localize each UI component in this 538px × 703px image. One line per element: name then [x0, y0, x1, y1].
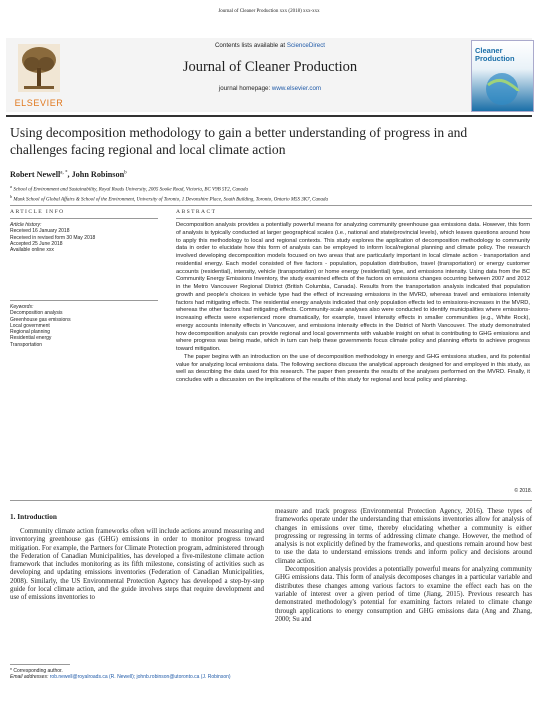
abstract-paragraph-1: Decomposition analysis provides a potentially powerful means for analyzing community greenhouse gas emissions data. However, this form of analysis is typically conducted at larger geographical scales (i.e., national and state/provincial levels), which leaves questions around how to apply this methodology to local and regional contexts. This study explores the application of decomposition methodology to community data in order to elucidate how this form of analysis can be employed to inform local/regional planning and climate policy. The research involved developing decomposition models focused on two areas that are particularly important in local climate action - transportation and residential energy. Each model consisted of five factors - population, population distribution, travel (transportation) or energy customer accounts (residential), intensity, vehicle (transportation) or home energy (residential) type, and emissions intensity. Using data from the BC Community Energy Emissions Inventory, the study examined effects of the factors on emissions changes occurring between 2007 and 2012 in the Metro Vancouver Regional District (British Columbia, Canada). Results from the transportation analysis indicated that population growth and people's choices in vehicle type had the effect of increasing emissions in the MVRD, whereas travel and emissions intensity factors had mitigating effects. The residential energy analysis indicated that only population effects led to emissions-increases in the MVRD, whereas the other factors had mitigating effects. Community-scale analyses also were conducted to identify municipalities where emissions-increasing effects were experienced more dramatically, for example, travel intensity effects in smaller communities (e.g., White Rock), energy accounts intensity effects in Vancouver, and emissions intensity effects in the District of North Vancouver. The study demonstrated how decomposition analysis can provide regional and local governments with valuable insight on what is contributing to GHG emissions and where progress was being made, which in turn can help these governments focus climate policy and planning efforts to achieve progress toward mitigation.	[176, 222, 530, 352]
intro-paragraph: Decomposition analysis provides a potentially powerful means for analyzing community GHG emissions data. This form of analysis decomposes changes in a particular variable and distributes these changes among various factors to examine the effect each has on the variable of interest over a given period of time (Jiang, 2015). Previous research has demonstrated methodology's potential for examining factors related to climate change through applications to energy consumption and GHG emissions data (Ang and Zhang, 2000; Su and	[275, 566, 532, 623]
masthead-rule	[6, 115, 532, 117]
keywords-block	[10, 304, 158, 348]
cover-globe-icon	[478, 71, 526, 107]
received-date: Received 16 January 2018	[10, 228, 70, 235]
article-title	[10, 125, 532, 158]
intro-column-2	[275, 508, 532, 624]
article-info-heading: ARTICLE INFO	[10, 209, 65, 215]
affiliations	[10, 184, 532, 204]
keyword: Local government	[10, 322, 50, 329]
contents-list-text: Contents lists available at ScienceDirect	[214, 42, 326, 49]
title-line-1: Using decomposition methodology to gain a better understanding of progress in and	[10, 125, 468, 140]
journal-title: Journal of Cleaner Production	[182, 59, 358, 75]
authors	[10, 170, 127, 179]
footnote	[10, 668, 264, 681]
keywords-rule	[10, 300, 158, 301]
affiliation-b: $^b$ Munk School of Global Affairs & School of the Environment, University of Toronto, 1 Devonshire Place, South Building, Toronto, Ontario M5S 3K7, Canada	[10, 193, 328, 203]
divider	[10, 205, 532, 206]
available-online: Available online xxx	[10, 247, 54, 254]
journal-cover[interactable]	[471, 40, 534, 112]
journal-homepage: journal homepage: www.elsevier.com	[218, 85, 322, 92]
email-links[interactable]: rob.newell@royalroads.ca (R. Newell); johnb.robinson@utoronto.ca (J. Robinson)	[49, 674, 231, 681]
intro-paragraph: Community climate action frameworks often will include actions around measuring and inventorying greenhouse gas (GHG) emissions in order to monitor progress toward mitigation. For example, the Partners for Climate Protection program, administered through the Federation of Canadian Municipalities, has developed a five-milestone climate action framework that includes monitoring as its fifth milestone, consisting of activities such as developing and updating emissions inventories (Federation of Canadian Municipalities, 2008). Similarly, the US Environmental Protection Agency has developed a step-by-step guide for local climate action, and the guide involves steps that require development and use of emissions inventories to	[10, 528, 264, 602]
copyright: © 2018.	[514, 488, 532, 494]
abstract-body	[176, 222, 530, 385]
keyword: Decomposition analysis	[10, 310, 63, 317]
author-separator: ,	[67, 170, 72, 179]
running-header: Journal of Cleaner Production xxx (2018) xxx-xxx	[218, 9, 320, 14]
section-rule	[10, 500, 532, 501]
elsevier-tree-icon	[8, 40, 70, 98]
abstract-rule	[176, 218, 532, 219]
history-label: Article history:	[10, 222, 42, 228]
info-rule	[10, 218, 158, 219]
intro-column-1	[10, 528, 264, 603]
keyword: Transportation	[10, 341, 43, 348]
article-history	[10, 222, 158, 253]
sciencedirect-link[interactable]: ScienceDirect	[286, 42, 326, 49]
keyword: Regional planning	[10, 329, 51, 336]
revised-date: Received in revised form 30 May 2018	[10, 234, 96, 241]
corresponding-author-note: * Corresponding author.	[10, 668, 63, 674]
abstract-paragraph-2: The paper begins with an introduction on the use of decomposition methodology in energy and GHG emissions studies, and its potential value for analyzing local emissions data. The following sections discuss the analytical approach designed for and employed in this study, as well as describing the data used for this research. The paper then presents the results of the analyses performed on the MVRD. Finally, it concludes with a discussion on the implications of the results of this study for regional and local policy and planning.	[176, 353, 530, 383]
author-2-marks: b	[124, 170, 127, 176]
author-1-marks: a, *	[60, 170, 68, 176]
homepage-link[interactable]: www.elsevier.com	[271, 85, 322, 92]
introduction-heading: 1. Introduction	[10, 512, 57, 521]
affiliation-a: $^a$ School of Environment and Sustainability, Royal Roads University, 2005 Sooke Road, Victoria, BC V9B 5Y2, Canada	[10, 184, 249, 193]
intro-paragraph: measure and track progress (Environmental Protection Agency, 2016). These types of frameworks operate under the understanding that emissions inventories allow for analysis of changes in emissions over time, thereby elucidating whether a community is either progressing or regressing in terms of addressing climate change. However, the method of analysis is not explicitly defined by the frameworks, and questions remain around how best to use the data to understand emissions trends and inform policy and decisions around climate action.	[275, 508, 532, 565]
accepted-date: Accepted 25 June 2018	[10, 240, 63, 247]
footnote-rule	[10, 664, 70, 665]
cover-title: Cleaner Production	[475, 46, 515, 63]
keyword: Residential energy	[10, 335, 52, 342]
abstract-heading: ABSTRACT	[176, 209, 217, 215]
author-2[interactable]: John Robinson	[71, 170, 125, 179]
keywords-label: Keywords:	[10, 304, 34, 310]
title-line-2: challenges facing regional and local climate action	[10, 141, 286, 157]
keyword: Greenhouse gas emissions	[10, 316, 71, 323]
elsevier-logo	[8, 40, 70, 110]
email-addresses: Email addresses: rob.newell@royalroads.ca (R. Newell); johnb.robinson@utoronto.ca (J. Robinson)	[10, 674, 231, 681]
publisher-name: ELSEVIER	[14, 98, 64, 108]
author-1[interactable]: Robert Newell	[10, 170, 61, 179]
